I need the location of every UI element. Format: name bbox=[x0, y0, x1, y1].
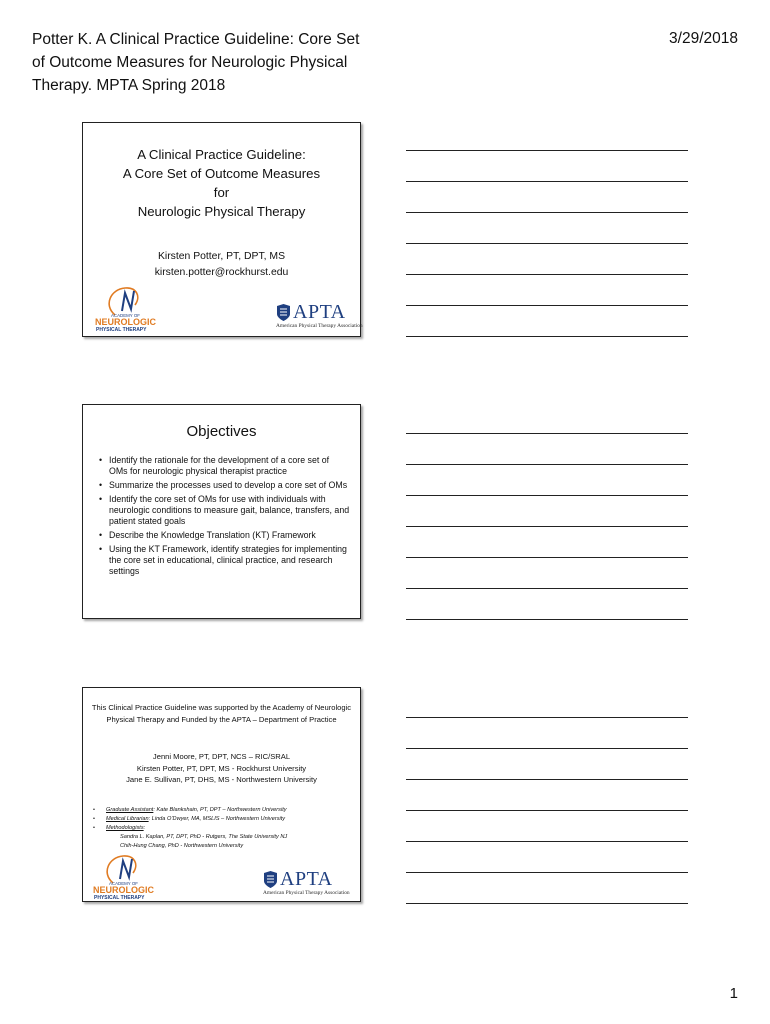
apta-logo bbox=[276, 301, 368, 331]
slide-1-title-line: for bbox=[213, 185, 230, 200]
note-line bbox=[406, 243, 688, 244]
note-line bbox=[406, 748, 688, 749]
slide-3-authors bbox=[91, 751, 352, 786]
apta-subtitle: American Physical Therapy Association bbox=[276, 323, 363, 329]
academy-neurologic-logo-icon bbox=[91, 853, 165, 901]
slide-3-author: Jenni Moore, PT, DPT, NCS – RIC/SRAL bbox=[152, 752, 291, 761]
note-line bbox=[406, 305, 688, 306]
logo-line2: NEUROLOGIC bbox=[95, 317, 157, 327]
note-line bbox=[406, 903, 688, 904]
academy-neurologic-logo bbox=[93, 285, 167, 333]
note-line bbox=[406, 779, 688, 780]
note-line bbox=[406, 150, 688, 151]
slide-1-thumbnail bbox=[82, 122, 361, 337]
objective-item: • Summarize the processes used to develop a core set of OMs bbox=[97, 480, 350, 491]
note-line bbox=[406, 810, 688, 811]
academy-neurologic-logo-icon bbox=[93, 285, 167, 333]
slide-1-title bbox=[83, 145, 360, 221]
slide-1-title-line: A Clinical Practice Guideline: bbox=[137, 147, 306, 162]
note-line bbox=[406, 336, 688, 337]
note-line bbox=[406, 495, 688, 496]
logo-line3: PHYSICAL THERAPY bbox=[94, 895, 145, 901]
apta-wordmark: APTA bbox=[280, 868, 333, 890]
slide-2-thumbnail bbox=[82, 404, 361, 619]
slide-1-title-line: Neurologic Physical Therapy bbox=[137, 204, 306, 219]
objective-item: • Identify the rationale for the development of a core set of OMs for neurologic physical therapist practice bbox=[97, 455, 350, 477]
page-header-title: Potter K. A Clinical Practice Guideline: Core Set of Outcome Measures for Neurologic Physical Therapy. MPTA Spring 2018 bbox=[32, 31, 360, 94]
slide-3-thumbnail bbox=[82, 687, 361, 902]
page-number: 1 bbox=[729, 985, 738, 1002]
objective-item: • Describe the Knowledge Translation (KT) Framework bbox=[97, 530, 350, 541]
contributor-item bbox=[93, 806, 354, 815]
contributor-role: Graduate Assistant bbox=[106, 807, 154, 813]
note-line bbox=[406, 433, 688, 434]
contributor-item bbox=[93, 824, 354, 833]
objectives-list bbox=[97, 455, 350, 580]
note-line bbox=[406, 557, 688, 558]
logo-line1: ACADEMY OF bbox=[109, 881, 138, 886]
contributor-item bbox=[93, 815, 354, 824]
slide-3-contributors-list bbox=[93, 806, 354, 851]
slide-1-author: Kirsten Potter, PT, DPT, MS bbox=[157, 251, 286, 262]
contributor-name: : Linda O’Dwyer, MA, MSLIS – Northwestern University bbox=[148, 816, 286, 822]
apta-wordmark: APTA bbox=[293, 301, 346, 323]
methodologist-item: Chih-Hung Chang, PhD - Northwestern University bbox=[120, 843, 244, 849]
logo-line2: NEUROLOGIC bbox=[93, 885, 155, 895]
note-line bbox=[406, 181, 688, 182]
note-line bbox=[406, 717, 688, 718]
note-line bbox=[406, 588, 688, 589]
contributor-role: Medical Librarian bbox=[106, 816, 149, 822]
note-line bbox=[406, 526, 688, 527]
slide-3-author: Jane E. Sullivan, PT, DHS, MS - Northwestern University bbox=[126, 775, 317, 784]
apta-subtitle: American Physical Therapy Association bbox=[263, 890, 350, 896]
note-line bbox=[406, 872, 688, 873]
slide-1-email: kirsten.potter@rockhurst.edu bbox=[154, 267, 289, 278]
note-line bbox=[406, 619, 688, 620]
note-line bbox=[406, 274, 688, 275]
note-line bbox=[406, 464, 688, 465]
slide-2-title: Objectives bbox=[186, 423, 257, 440]
methodologist-item: Sandra L. Kaplan, PT, DPT, PhD - Rutgers, The State University NJ bbox=[120, 834, 288, 840]
objective-item: • Using the KT Framework, identify strategies for implementing the core set in educational, clinical practice, and research settings bbox=[97, 544, 350, 577]
logo-line1: ACADEMY OF bbox=[111, 313, 140, 318]
slide-3-author: Kirsten Potter, PT, DPT, MS - Rockhurst University bbox=[136, 763, 307, 773]
slide-1-author-block bbox=[83, 249, 360, 281]
objective-item: • Identify the core set of OMs for use with individuals with neurologic conditions to measure gait, balance, transfers, and patient stated goals bbox=[97, 494, 350, 527]
contributor-role: Methodologists bbox=[106, 825, 144, 831]
logo-line3: PHYSICAL THERAPY bbox=[96, 327, 147, 333]
slide-3-support-statement: This Clinical Practice Guideline was supported by the Academy of Neurologic Physical Therapy and Funded by the APTA – Department of Practice bbox=[91, 703, 352, 724]
slide-1-title-line: A Core Set of Outcome Measures bbox=[122, 166, 321, 181]
note-line bbox=[406, 212, 688, 213]
note-line bbox=[406, 841, 688, 842]
academy-neurologic-logo bbox=[91, 853, 165, 901]
apta-emblem-icon bbox=[263, 871, 278, 888]
apta-emblem-icon bbox=[276, 304, 291, 321]
page-header-date: 3/29/2018 bbox=[669, 30, 738, 47]
contributor-name: : Kate Blankshain, PT, DPT – Northwestern University bbox=[153, 807, 287, 813]
apta-logo bbox=[263, 868, 355, 898]
contributor-name: : bbox=[143, 825, 146, 831]
